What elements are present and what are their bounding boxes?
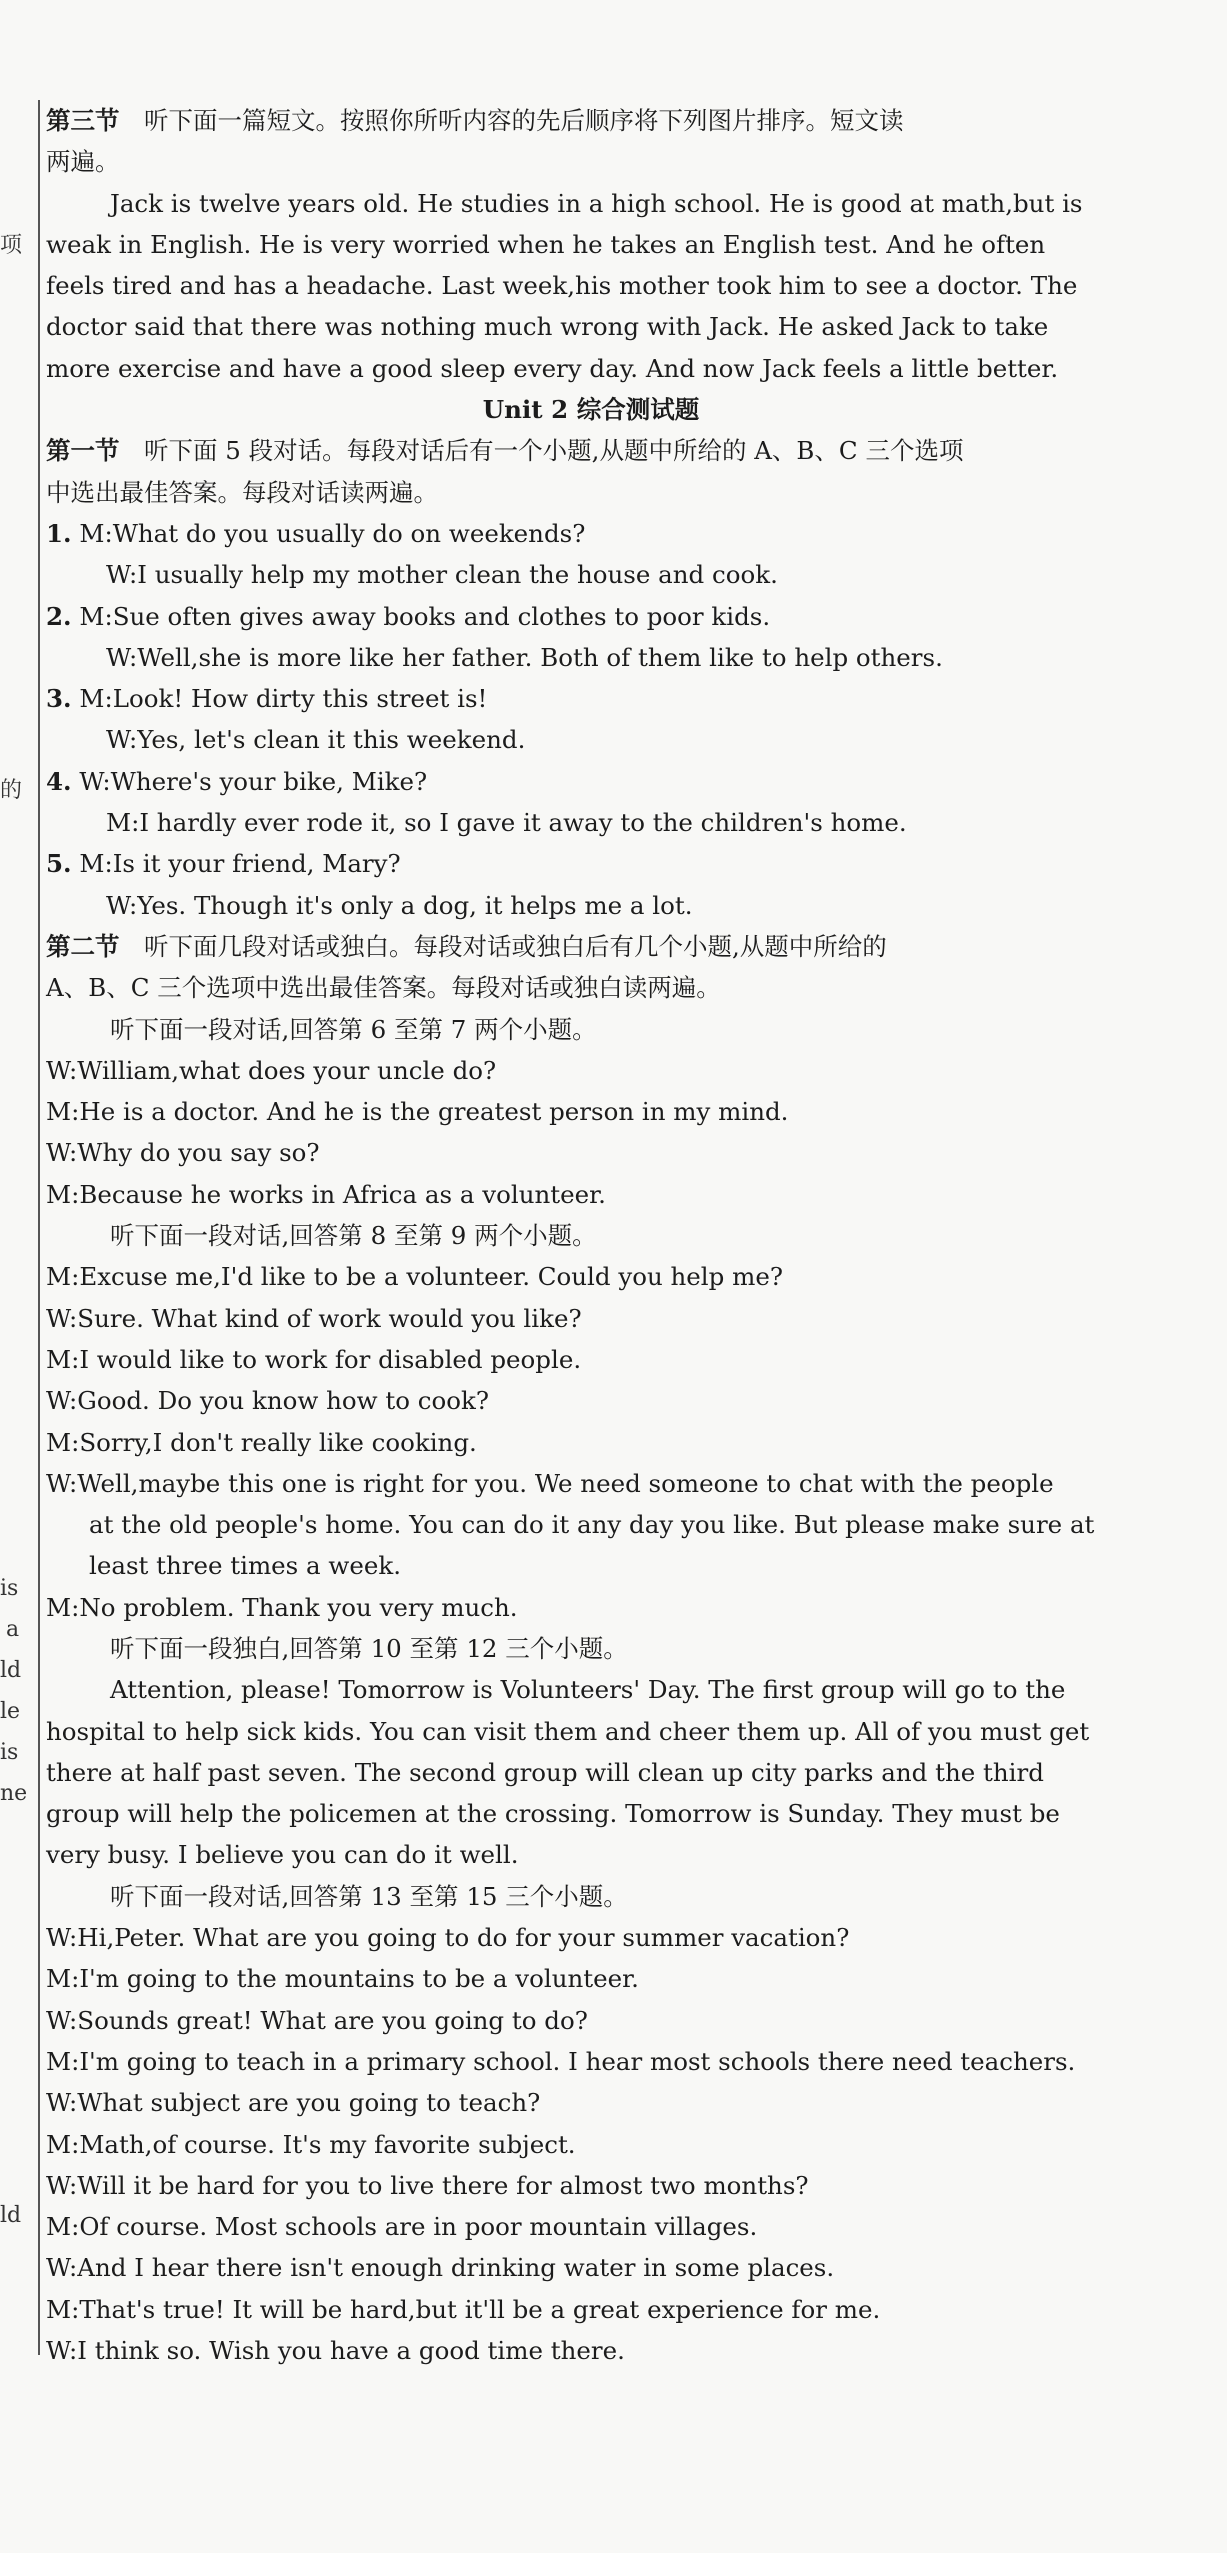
monologue-line: group will help the policemen at the crossing. Tomorrow is Sunday. They must be	[46, 1799, 1060, 1829]
dialogue-line: W:I think so. Wish you have a good time there.	[46, 2336, 625, 2366]
answer-line: M:I hardly ever rode it, so I gave it away to the children's home.	[106, 808, 907, 838]
margin-fragment: le	[0, 1699, 21, 1724]
passage-line: Jack is twelve years old. He studies in a high school. He is good at math,but is	[110, 188, 1083, 218]
section-3-instruction: 第三节 听下面一篇短文。按照你所听内容的先后顺序将下列图片排序。短文读	[46, 106, 904, 135]
dialogue-line: W:William,what does your uncle do?	[46, 1055, 497, 1085]
dialogue-line: M:Sorry,I don't really like cooking.	[46, 1427, 477, 1457]
answer-line: W:Yes. Though it's only a dog, it helps me a lot.	[106, 890, 693, 920]
monologue-prompt: 听下面一段独白,回答第 10 至第 12 三个小题。	[110, 1633, 628, 1663]
section-label: 第三节	[46, 106, 120, 135]
margin-fragment: 的	[0, 778, 23, 803]
dialogue-line: W:Good. Do you know how to cook?	[46, 1386, 489, 1416]
binding-line	[38, 100, 40, 2355]
conversation-prompt: 听下面一段对话,回答第 13 至第 15 三个小题。	[110, 1881, 628, 1911]
monologue-line: there at half past seven. The second group will clean up city parks and the third	[46, 1757, 1044, 1787]
monologue-line: very busy. I believe you can do it well.	[46, 1840, 519, 1870]
monologue-line: hospital to help sick kids. You can visit them and cheer them up. All of you must get	[46, 1716, 1090, 1746]
dialogue-line: M:Excuse me,I'd like to be a volunteer. Could you help me?	[46, 1262, 783, 1292]
question-1: 1. M:What do you usually do on weekends?	[46, 518, 586, 548]
dialogue-line: W:Well,maybe this one is right for you. We need someone to chat with the people	[46, 1468, 1054, 1498]
unit-title: Unit 2 综合测试题	[482, 395, 700, 425]
question-5: 5. M:Is it your friend, Mary?	[46, 849, 401, 879]
dialogue-line: M:I'm going to teach in a primary school. I hear most schools there need teachers.	[46, 2046, 1076, 2076]
dialogue-line: W:Why do you say so?	[46, 1138, 320, 1168]
conversation-prompt: 听下面一段对话,回答第 6 至第 7 两个小题。	[110, 1014, 597, 1044]
answer-line: W:I usually help my mother clean the house and cook.	[106, 560, 778, 590]
monologue-line: Attention, please! Tomorrow is Volunteers' Day. The first group will go to the	[110, 1675, 1066, 1705]
margin-fragment: ne	[0, 1781, 28, 1806]
dialogue-continuation: at the old people's home. You can do it any day you like. But please make sure at	[89, 1510, 1095, 1540]
section-1-instruction-cont: 中选出最佳答案。每段对话读两遍。	[46, 477, 438, 507]
section-2-instruction-cont: A、B、C 三个选项中选出最佳答案。每段对话或独白读两遍。	[46, 973, 721, 1003]
section-3-instruction-cont: 两遍。	[46, 147, 120, 177]
dialogue-line: M:I'm going to the mountains to be a volunteer.	[46, 1964, 639, 1994]
question-3: 3. M:Look! How dirty this street is!	[46, 684, 488, 714]
dialogue-line: W:And I hear there isn't enough drinking water in some places.	[46, 2253, 835, 2283]
dialogue-line: M:He is a doctor. And he is the greatest person in my mind.	[46, 1097, 789, 1127]
dialogue-line: M:Because he works in Africa as a volunteer.	[46, 1179, 606, 1209]
margin-fragment: is	[0, 1576, 19, 1601]
dialogue-line: M:I would like to work for disabled people.	[46, 1344, 582, 1374]
answer-line: W:Yes, let's clean it this weekend.	[106, 725, 526, 755]
margin-fragment: ld	[0, 1658, 22, 1683]
passage-line: weak in English. He is very worried when he takes an English test. And he often	[46, 229, 1046, 259]
margin-fragment: a	[6, 1617, 20, 1642]
passage-line: feels tired and has a headache. Last week,his mother took him to see a doctor. The	[46, 271, 1078, 301]
margin-fragment: ld	[0, 2203, 22, 2228]
dialogue-continuation: least three times a week.	[89, 1551, 402, 1581]
dialogue-line: M:Of course. Most schools are in poor mountain villages.	[46, 2212, 758, 2242]
section-label: 第二节	[46, 931, 120, 961]
section-1-instruction: 第一节 听下面 5 段对话。每段对话后有一个小题,从题中所给的 A、B、C 三个选项	[46, 436, 964, 466]
transcript-page	[46, 100, 1136, 2371]
dialogue-line: M:Math,of course. It's my favorite subject.	[46, 2129, 576, 2159]
passage-line: more exercise and have a good sleep every day. And now Jack feels a little better.	[46, 353, 1059, 383]
dialogue-line: W:Hi,Peter. What are you going to do for your summer vacation?	[46, 1923, 850, 1953]
question-4: 4. W:Where's your bike, Mike?	[46, 766, 428, 796]
section-2-instruction: 第二节 听下面几段对话或独白。每段对话或独白后有几个小题,从题中所给的	[46, 931, 887, 961]
section-label: 第一节	[46, 436, 120, 466]
dialogue-line: M:That's true! It will be hard,but it'll be a great experience for me.	[46, 2294, 881, 2324]
conversation-prompt: 听下面一段对话,回答第 8 至第 9 两个小题。	[110, 1221, 597, 1251]
dialogue-line: W:Sounds great! What are you going to do?	[46, 2005, 588, 2035]
dialogue-line: W:Will it be hard for you to live there for almost two months?	[46, 2170, 809, 2200]
margin-fragment: is	[0, 1740, 19, 1765]
dialogue-line: W:What subject are you going to teach?	[46, 2088, 541, 2118]
margin-fragment: 项	[0, 233, 23, 258]
question-2: 2. M:Sue often gives away books and clothes to poor kids.	[46, 601, 771, 631]
answer-line: W:Well,she is more like her father. Both of them like to help others.	[106, 642, 943, 672]
passage-line: doctor said that there was nothing much wrong with Jack. He asked Jack to take	[46, 312, 1049, 342]
dialogue-line: M:No problem. Thank you very much.	[46, 1592, 518, 1622]
dialogue-line: W:Sure. What kind of work would you like?	[46, 1303, 582, 1333]
